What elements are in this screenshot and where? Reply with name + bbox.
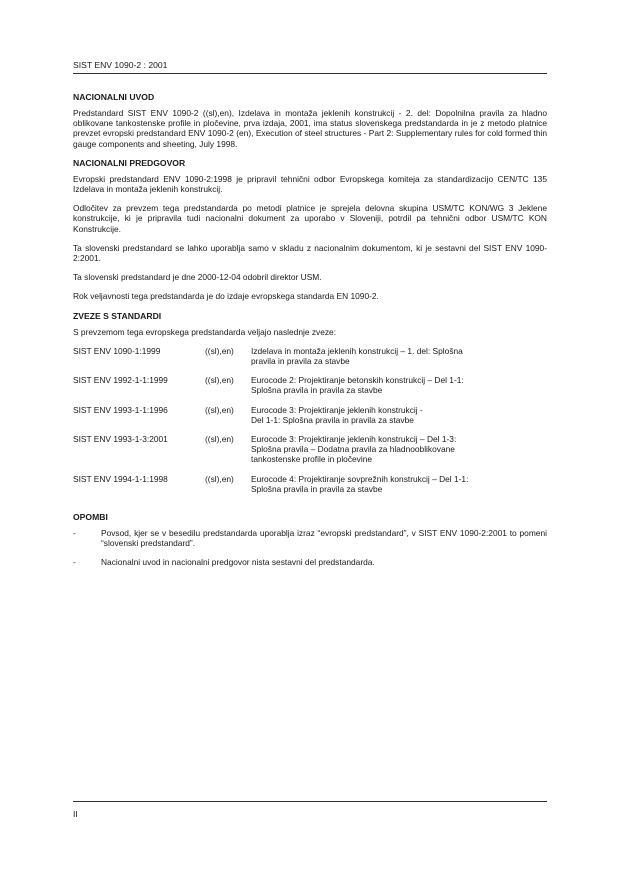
standard-title-line: Eurocode 2: Projektiranje betonskih konstrukcij – Del 1-1:: [251, 375, 464, 386]
paragraph: Evropski predstandard ENV 1090-2:1998 je pripravil tehnični odbor Evropskega komiteja za standardizacijo CEN/TC 135 Izdelava in montaža jeklenih konstrukcij.: [73, 173, 547, 195]
standard-row: [73, 346, 547, 366]
note-marker: -: [73, 557, 76, 568]
note-item: [73, 557, 547, 567]
note-item: [73, 528, 547, 548]
section-heading: ZVEZE S STANDARDI: [73, 310, 162, 321]
page-number: II: [73, 809, 78, 819]
standard-code: SIST ENV 1994-1-1:1998: [73, 473, 168, 484]
standard-title: [251, 474, 547, 494]
standard-title-line: Eurocode 3: Projektiranje jeklenih konstrukcij -: [251, 404, 423, 415]
standard-title-line: Splošna pravila – Dodatna pravila za hladnooblikovane: [251, 444, 455, 455]
standard-code: SIST ENV 1090-1:1999: [73, 345, 161, 356]
note-marker: -: [73, 528, 76, 539]
standard-language: ((sl),en): [205, 345, 234, 356]
standard-language: ((sl),en): [205, 434, 234, 445]
standard-code: SIST ENV 1993-1-1:1996: [73, 404, 168, 415]
standard-code: SIST ENV 1993-1-3:2001: [73, 434, 168, 445]
standard-language: ((sl),en): [205, 473, 234, 484]
paragraph: Ta slovenski predstandard se lahko uporablja samo v skladu z nacionalnim dokumentom, ki je sestavni del SIST ENV 1090-2:2001.: [73, 242, 547, 264]
section-heading: NACIONALNI UVOD: [73, 92, 155, 102]
paragraph: S prevzemom tega evropskega predstandarda veljajo naslednje zveze:: [73, 326, 337, 337]
footer-rule: [73, 801, 547, 802]
section-opombi: [73, 512, 547, 568]
standard-title: [251, 375, 547, 395]
note-text: Nacionalni uvod in nacionalni predgovor nista sestavni del predstandarda.: [101, 557, 375, 568]
standard-title-line: pravila in pravila za stavbe: [251, 356, 350, 367]
standard-title-line: Splošna pravila in pravila za stavbe: [251, 385, 383, 396]
standard-title: [251, 346, 547, 366]
document-page: [73, 0, 547, 877]
standard-title: [251, 434, 547, 465]
page-content: [73, 92, 547, 577]
section-nacionalni-uvod: [73, 92, 547, 149]
section-nacionalni-predgovor: [73, 158, 547, 302]
section-zveze-s-standardi: [73, 311, 547, 494]
standard-row: [73, 474, 547, 494]
section-heading: NACIONALNI PREDGOVOR: [73, 157, 186, 168]
standard-title-line: Del 1-1: Splošna pravila in pravila za stavbe: [251, 414, 414, 425]
standard-title-line: Splošna pravila in pravila za stavbe: [251, 483, 383, 494]
standard-title-line: tankostenske profile in pločevine: [251, 454, 373, 465]
standard-title: [251, 405, 547, 425]
standard-row: [73, 375, 547, 395]
standard-language: ((sl),en): [205, 404, 234, 415]
header-rule: [73, 73, 547, 74]
standard-row: [73, 434, 547, 465]
paragraph: Ta slovenski predstandard je dne 2000-12-04 odobril direktor USM.: [73, 272, 322, 283]
standard-title-line: Eurocode 4: Projektiranje sovprežnih konstrukcij – Del 1-1:: [251, 473, 469, 484]
standard-language: ((sl),en): [205, 375, 234, 386]
standard-title-line: Eurocode 3: Projektiranje jeklenih konstrukcij – Del 1-3:: [251, 434, 457, 445]
running-header: SIST ENV 1090-2 : 2001: [73, 60, 168, 70]
paragraph: Rok veljavnosti tega predstandarda je do izdaje evropskega standarda EN 1090-2.: [73, 291, 379, 302]
note-text: Povsod, kjer se v besedilu predstandarda uporablja izraz “evropski predstandard”, v SIST ENV 1090-2:2001 to pomeni “slovenski predstandard”.: [101, 528, 547, 549]
section-heading: OPOMBI: [73, 512, 108, 523]
paragraph: Odločitev za prevzem tega predstandarda po metodi platnice je sprejela delovna skupina USM/TC KON/WG 3 Jeklene konstrukcije, ki je pripravila tudi nacionalni dokument za uporabo v Sloveniji, potrdil pa tehnični odbor USM/TC KON Konstrukcije.: [73, 203, 547, 234]
standard-code: SIST ENV 1992-1-1:1999: [73, 375, 168, 386]
standard-row: [73, 405, 547, 425]
paragraph: Predstandard SIST ENV 1090-2 ((sl),en), Izdelava in montaža jeklenih konstrukcij - 2. del: Dopolnilna pravila za hladno oblikovane tankostenske profile in pločevine, prva izdaja, 2001, ima status slovenskega predstandarda in je z metodo platnice prevzet evropski predstandard ENV 1090-2 (en), Execution of steel structures - Part 2: Supplementary rules for cold formed thin gauge components and sheeting, July 1998.: [73, 108, 547, 149]
standard-title-line: Izdelava in montaža jeklenih konstrukcij – 1. del: Splošna: [251, 345, 463, 356]
